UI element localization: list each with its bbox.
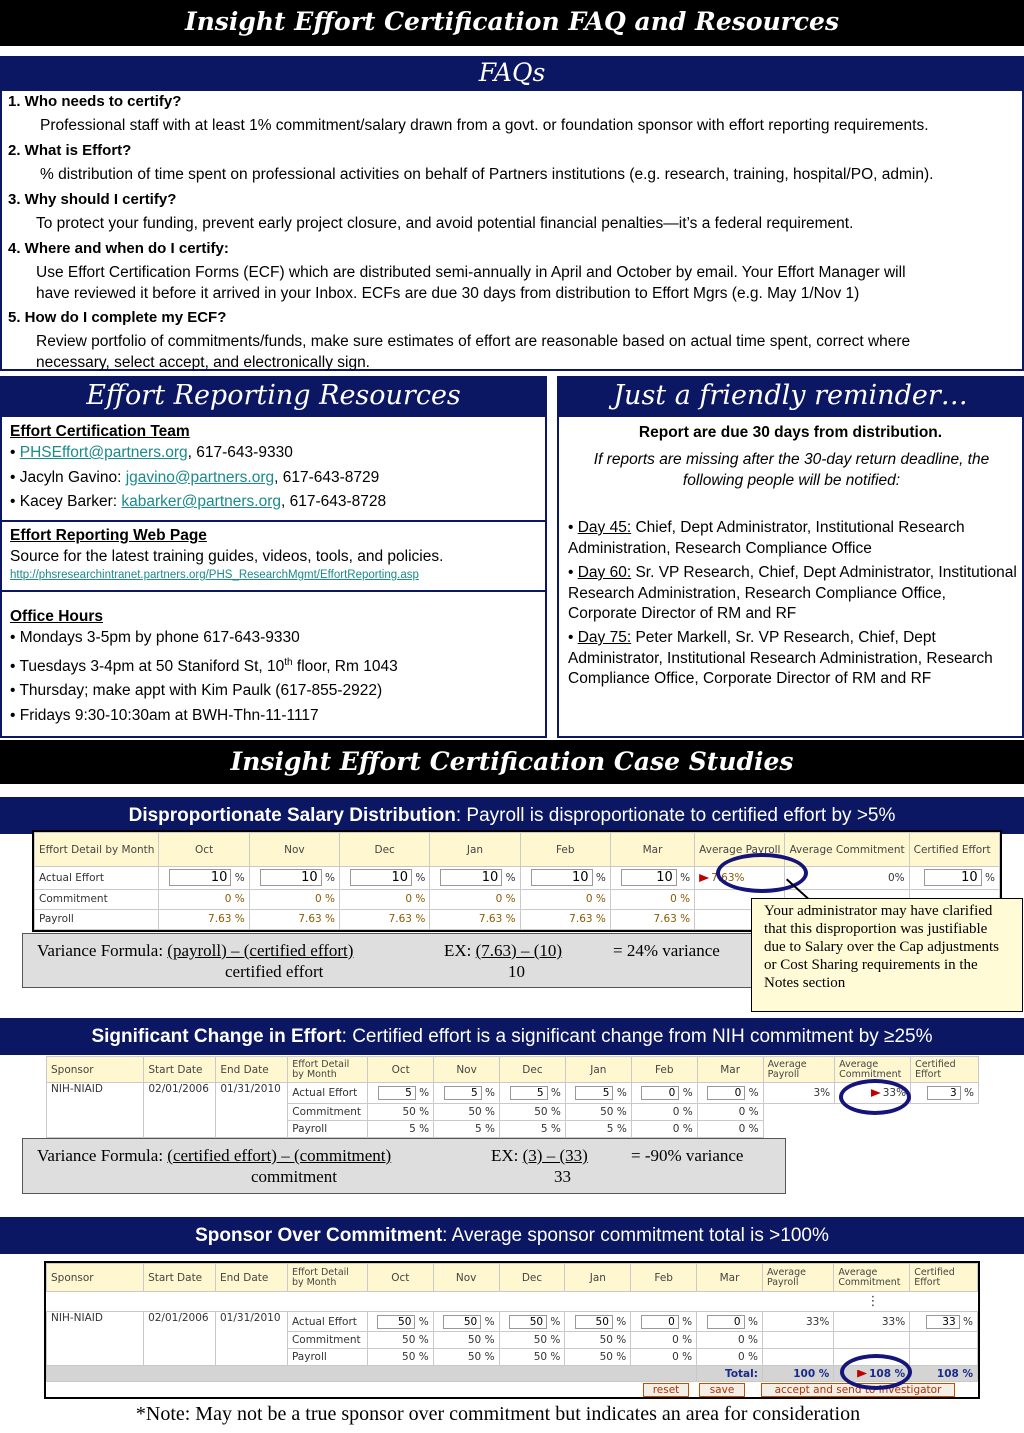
header-cell: Average Payroll (763, 1057, 835, 1083)
flag-icon (699, 874, 709, 882)
day75-text: Peter Markell, Sr. VP Research, Chief, Dept Administrator, Institutional Research Administration, Research Compliance Office, Corporate Director of RM and RF (568, 629, 993, 687)
footnote-text: *Note: May not be a true sponsor over commitment but indicates an area for consideration (135, 1403, 861, 1425)
commitment-cell: 0 % (697, 1332, 763, 1349)
payroll-cell: 50 % (367, 1349, 433, 1366)
case1-formula (22, 933, 782, 988)
header-cell: Feb (520, 833, 610, 867)
pct-sign: % (418, 1315, 429, 1328)
commitment-cell: 0 % (340, 889, 430, 909)
day75-label: Day 75: (577, 629, 632, 646)
header-cell: Effort Detail by Month (35, 833, 159, 867)
pct-sign: % (505, 872, 516, 885)
payroll-cell: 50 % (499, 1349, 565, 1366)
admin-note-text: Your administrator may have clarified that this disproportion was justifiable due to Salary over the Cap adjustments or Cost Sharing requirements in the Notes section (764, 903, 999, 991)
header-cell: Sponsor (47, 1264, 144, 1292)
case-studies-title: Insight Effort Certification Case Studies (230, 747, 794, 776)
day60-label: Day 60: (577, 564, 632, 581)
team-heading: Effort Certification Team (10, 423, 190, 440)
avg-payroll-value: 33% (762, 1312, 833, 1332)
faq-question-4: 4. Where and when do I certify: (8, 240, 229, 257)
formula-label: Variance Formula: (37, 1146, 168, 1165)
resources-title-bar (0, 376, 547, 416)
day60-text: Sr. VP Research, Chief, Dept Administrator, Institutional Research Administration, Research Compliance Office, Corporate Director of RM and RF (568, 564, 1017, 622)
faq-answer-4-line1: Use Effort Certification Forms (ECF) which are distributed semi-annually in April and October by email. Your Effort Manager will (36, 264, 906, 281)
commitment-cell: 50 % (434, 1103, 500, 1120)
effort-input[interactable]: 5 (575, 1086, 613, 1100)
team-member-2-prefix: • Jacyln Gavino: (10, 468, 126, 486)
accept-send-button[interactable]: accept and send to investigator (761, 1383, 955, 1397)
start-date-cell: 02/01/2006 (144, 1312, 216, 1366)
commitment-cell: 0 % (430, 889, 520, 909)
reminder-box (557, 415, 1024, 738)
team-section (10, 423, 386, 515)
pct-sign: % (964, 1086, 974, 1099)
header-cell: Average Payroll (762, 1264, 833, 1292)
formula-denominator: commitment (251, 1167, 337, 1186)
effort-input[interactable]: 50 (377, 1315, 415, 1329)
pct-sign: % (484, 1315, 495, 1328)
hours-friday: • Fridays 9:30-10:30am at BWH-Thn-11-1117 (10, 706, 319, 724)
pct-sign: % (985, 872, 995, 885)
header-cell: Average Commitment (834, 1264, 910, 1292)
faq-answer-1: Professional staff with at least 1% commitment/salary drawn from a govt. or foundation sponsor with effort reporting requirements. (40, 117, 929, 134)
header-cell: Sponsor (47, 1057, 144, 1083)
faq-question-5: 5. How do I complete my ECF? (8, 309, 227, 326)
example-label: EX: (444, 941, 476, 960)
effort-input[interactable]: 10 (260, 869, 322, 886)
case3-bar (0, 1217, 1024, 1254)
pct-sign: % (419, 1086, 430, 1099)
pct-sign: % (680, 872, 691, 885)
certified-effort-input[interactable]: 10 (924, 869, 982, 886)
effort-input[interactable]: 10 (440, 869, 502, 886)
divider (2, 590, 545, 592)
page-title: Insight Effort Certification FAQ and Resources (184, 7, 840, 36)
pct-sign: % (595, 872, 606, 885)
effort-input[interactable]: 10 (169, 869, 231, 886)
total-commitment: 108 % (869, 1367, 906, 1380)
case2-desc: : Certified effort is a significant change from NIH commitment by ≥25% (341, 1026, 933, 1047)
header-cell: Oct (368, 1057, 434, 1083)
commitment-cell: 0 % (610, 889, 694, 909)
ellipsis-icon: ⋮ (47, 1292, 978, 1312)
header-cell: Feb (631, 1264, 697, 1292)
case3-desc: : Average sponsor commitment total is >100% (442, 1225, 829, 1246)
team-member-2 (10, 466, 386, 491)
payroll-cell: 5 % (434, 1120, 500, 1137)
effort-input[interactable]: 5 (444, 1086, 482, 1100)
formula-line1 (37, 1146, 391, 1166)
resources-title: Effort Reporting Resources (86, 380, 461, 411)
payroll-cell: 0 % (631, 1120, 697, 1137)
effort-input[interactable]: 50 (509, 1315, 547, 1329)
header-cell: Jan (565, 1264, 631, 1292)
pct-sign: % (325, 872, 336, 885)
faq-title: FAQs (478, 58, 546, 87)
header-cell: Jan (430, 833, 520, 867)
pct-sign: % (485, 1086, 496, 1099)
commitment-cell: 50 % (565, 1332, 631, 1349)
header-cell: Nov (434, 1057, 500, 1083)
hours-heading: Office Hours (10, 608, 104, 625)
avg-commitment-value: 0% (785, 867, 909, 889)
faq-question-1: 1. Who needs to certify? (8, 93, 182, 110)
case1-title: Disproportionate Salary Distribution (128, 805, 456, 826)
formula-result: = -90% variance (631, 1146, 744, 1165)
email-link-kabarker[interactable]: kabarker@partners.org (121, 493, 281, 510)
divider (2, 520, 545, 522)
formula-line1 (37, 941, 353, 961)
row-label: Actual Effort (288, 1083, 368, 1103)
case1-desc: : Payroll is disproportionate to certified effort by >5% (455, 805, 896, 826)
header-cell: Start Date (144, 1264, 216, 1292)
row-label: Commitment (287, 1332, 367, 1349)
effort-input[interactable]: 50 (575, 1315, 613, 1329)
reminder-title: Just a friendly reminder… (613, 380, 968, 411)
reminder-day75: • Day 75: Peter Markell, Sr. VP Research, Chief, Dept Administrator, Institutional Research Administration, Research Compliance Office, Corporate Director of RM and RF (568, 629, 993, 687)
case2-title: Significant Change in Effort (91, 1026, 342, 1047)
payroll-cell: 7.63 % (520, 909, 610, 929)
header-cell: Dec (499, 1264, 565, 1292)
payroll-cell: 0 % (631, 1349, 697, 1366)
team-member-1-phone: , 617-643-9330 (187, 444, 293, 461)
payroll-cell: 5 % (500, 1120, 566, 1137)
commitment-cell: 50 % (368, 1103, 434, 1120)
hours-tuesday-b: floor, Rm 1043 (292, 657, 398, 675)
commitment-cell: 50 % (500, 1103, 566, 1120)
pct-sign: % (550, 1086, 561, 1099)
header-cell: Certified Effort (911, 1057, 979, 1083)
payroll-cell: 7.63 % (610, 909, 694, 929)
pct-sign: % (682, 1086, 693, 1099)
header-cell: Dec (500, 1057, 566, 1083)
formula-numerator: (payroll) – (certified effort) (167, 941, 354, 960)
reset-button[interactable]: reset (643, 1383, 689, 1397)
hours-section (10, 608, 398, 728)
team-member-3-phone: , 617-643-8728 (281, 493, 387, 510)
example-denominator: 10 (508, 962, 525, 981)
effort-input[interactable]: 10 (531, 869, 593, 886)
avg-commitment-value: 33% (834, 1312, 910, 1332)
page-header (0, 0, 1024, 46)
faq-answer-3: To protect your funding, prevent early project closure, and avoid potential financial penalties—it’s a federal requirement. (36, 215, 854, 232)
payroll-cell: 7.63 % (249, 909, 339, 929)
web-section (10, 527, 443, 581)
example-line1 (444, 941, 562, 961)
team-member-3 (10, 490, 386, 515)
footnote (0, 1403, 996, 1426)
formula-denominator: certified effort (225, 962, 324, 981)
case3-title: Sponsor Over Commitment (195, 1225, 443, 1246)
header-cell: Certified Effort (910, 1264, 978, 1292)
pct-sign: % (748, 1086, 759, 1099)
reminder-italic: If reports are missing after the 30-day return deadline, the following people will be notified: (593, 451, 990, 489)
effort-input[interactable]: 50 (443, 1315, 481, 1329)
commitment-cell: 0 % (249, 889, 339, 909)
header-cell: Mar (697, 1057, 763, 1083)
faq-answer-2: % distribution of time spent on professional activities on behalf of Partners institutions (e.g. research, training, hospital/PO, admin). (40, 166, 934, 183)
hours-tuesday (10, 651, 398, 680)
reminder-title-bar (557, 376, 1024, 416)
pct-sign: % (415, 872, 426, 885)
example-denominator: 33 (554, 1167, 571, 1186)
header-cell: Certified Effort (909, 833, 999, 867)
faq-question-2: 2. What is Effort? (8, 142, 132, 159)
email-link-phseffort[interactable]: PHSEffort@partners.org (19, 444, 188, 461)
hours-thursday: • Thursday; make appt with Kim Paulk (617-855-2922) (10, 682, 383, 700)
team-member-1 (10, 441, 386, 466)
pct-sign: % (963, 1315, 973, 1328)
formula-result: = 24% variance (613, 941, 720, 960)
commitment-cell: 50 % (433, 1332, 499, 1349)
sponsor-cell: NIH-NIAID (47, 1312, 144, 1366)
hours-tuesday-sup: th (284, 656, 293, 668)
pct-sign: % (682, 1315, 693, 1328)
payroll-cell: 5 % (368, 1120, 434, 1137)
pct-sign: % (616, 1086, 627, 1099)
payroll-cell: 7.63 % (340, 909, 430, 929)
reminder-day60: • Day 60: Sr. VP Research, Chief, Dept Administrator, Institutional Research Administration, Research Compliance Office, Corporate Director of RM and RF (568, 564, 1017, 622)
payroll-cell: 0 % (697, 1120, 763, 1137)
total-row (47, 1366, 978, 1382)
team-member-2-phone: , 617-643-8729 (274, 468, 380, 486)
commitment-cell: 0 % (520, 889, 610, 909)
sponsor-cell: NIH-NIAID (47, 1083, 144, 1138)
end-date-cell: 01/31/2010 (216, 1083, 288, 1138)
payroll-cell: 50 % (565, 1349, 631, 1366)
row-label: Commitment (288, 1103, 368, 1120)
day45-label: Day 45: (577, 519, 632, 536)
admin-note (751, 898, 1023, 1012)
highlight-circle (840, 1354, 912, 1390)
example-label: EX: (491, 1146, 523, 1165)
total-label: Total: (697, 1366, 763, 1382)
formula-numerator: (certified effort) – (commitment) (167, 1146, 392, 1165)
web-url-link[interactable]: http://phsresearchintranet.partners.org/PHS_ResearchMgmt/EffortReporting.asp (10, 569, 419, 581)
total-payroll: 100 % (762, 1366, 833, 1382)
header-cell: Oct (367, 1264, 433, 1292)
header-cell: Nov (249, 833, 339, 867)
commitment-cell: 50 % (565, 1103, 631, 1120)
case2-bar (0, 1018, 1024, 1055)
effort-input[interactable]: 10 (621, 869, 677, 886)
header-cell: Average Commitment (785, 833, 909, 867)
formula-label: Variance Formula: (37, 941, 168, 960)
case3-table (46, 1263, 978, 1382)
faq-question-3: 3. Why should I certify? (8, 191, 177, 208)
pct-sign: % (616, 1315, 627, 1328)
save-button[interactable]: save (699, 1383, 745, 1397)
case3-table-wrap (44, 1261, 980, 1399)
faq-title-bar (0, 56, 1024, 90)
header-cell: Effort Detail by Month (288, 1057, 368, 1083)
commitment-cell: 0 % (159, 889, 249, 909)
pct-sign: % (550, 1315, 561, 1328)
commitment-cell: 50 % (367, 1332, 433, 1349)
hours-monday: • Mondays 3-5pm by phone 617-643-9330 (10, 629, 300, 646)
row-label: Actual Effort (35, 867, 159, 889)
example-line1 (491, 1146, 588, 1166)
start-date-cell: 02/01/2006 (144, 1083, 216, 1138)
example-numerator: (3) – (33) (522, 1146, 588, 1165)
effort-input[interactable]: 10 (350, 869, 412, 886)
row-label: Payroll (35, 909, 159, 929)
certified-effort-input[interactable]: 3 (927, 1086, 961, 1100)
team-member-3-prefix: • Kacey Barker: (10, 493, 122, 510)
effort-input[interactable]: 0 (707, 1315, 745, 1329)
commitment-cell: 0 % (631, 1332, 697, 1349)
faq-answer-5-line1: Review portfolio of commitments/funds, make sure estimates of effort are reasonable based on actual time spent, correct where (36, 333, 911, 350)
certified-effort-input[interactable]: 33 (926, 1315, 960, 1329)
team-member-1-prefix: • (10, 444, 20, 461)
day45-text: Chief, Dept Administrator, Institutional Research Administration, Research Compliance Office (568, 519, 965, 557)
avg-payroll-value: 3% (763, 1083, 835, 1103)
header-cell: Effort Detail by Month (287, 1264, 367, 1292)
case2-formula (22, 1138, 786, 1194)
payroll-cell: 0 % (697, 1349, 763, 1366)
avg-commitment-value: 33% (882, 1086, 907, 1099)
web-heading: Effort Reporting Web Page (10, 527, 207, 544)
commitment-cell: 0 % (697, 1103, 763, 1120)
faq-box (0, 89, 1024, 371)
avg-payroll-value: 7.63% (711, 871, 745, 884)
effort-input[interactable]: 0 (641, 1315, 679, 1329)
header-cell: Start Date (144, 1057, 216, 1083)
header-cell: Mar (697, 1264, 763, 1292)
end-date-cell: 01/31/2010 (216, 1312, 288, 1366)
row-label: Payroll (288, 1120, 368, 1137)
payroll-cell: 5 % (565, 1120, 631, 1137)
row-label: Commitment (35, 889, 159, 909)
reminder-bold: Report are due 30 days from distribution. (638, 424, 943, 441)
faq-answer-4-line2: have reviewed it before it arrived in your Inbox. ECFs are due 30 days from distribution to Effort Mgrs (e.g. May 1/Nov 1) (36, 285, 860, 302)
commitment-cell: 0 % (631, 1103, 697, 1120)
highlight-circle (839, 1079, 911, 1115)
row-label: Actual Effort (287, 1312, 367, 1332)
header-cell: Nov (433, 1264, 499, 1292)
header-cell: Mar (610, 833, 694, 867)
header-cell: Average Commitment (835, 1057, 911, 1083)
faq-answer-5-line2: necessary, select accept, and electronically sign. (36, 354, 370, 371)
pct-sign: % (747, 1315, 758, 1328)
header-cell: Oct (159, 833, 249, 867)
case-studies-header (0, 740, 1024, 784)
effort-input[interactable]: 5 (510, 1086, 548, 1100)
commitment-cell: 50 % (499, 1332, 565, 1349)
header-cell: End Date (216, 1057, 288, 1083)
header-cell: Feb (631, 1057, 697, 1083)
effort-input[interactable]: 5 (378, 1086, 416, 1100)
web-text: Source for the latest training guides, videos, tools, and policies. (10, 548, 444, 565)
resources-box (0, 415, 547, 738)
effort-input[interactable]: 0 (641, 1086, 679, 1100)
payroll-cell: 7.63 % (430, 909, 520, 929)
header-cell: End Date (216, 1264, 288, 1292)
email-link-jgavino[interactable]: jgavino@partners.org (125, 468, 275, 486)
payroll-cell: 7.63 % (159, 909, 249, 929)
reminder-day45: • Day 45: Chief, Dept Administrator, Institutional Research Administration, Research Compliance Office (568, 519, 965, 557)
header-cell: Dec (340, 833, 430, 867)
total-certified: 108 % (910, 1366, 978, 1382)
header-cell: Jan (565, 1057, 631, 1083)
payroll-cell: 50 % (433, 1349, 499, 1366)
header-cell: Average Payroll (695, 833, 785, 867)
case1-bar (0, 797, 1024, 834)
row-label: Payroll (287, 1349, 367, 1366)
hours-tuesday-a: • Tuesdays 3-4pm at 50 Staniford St, 10 (10, 657, 285, 675)
pct-sign: % (234, 872, 245, 885)
example-numerator: (7.63) – (10) (475, 941, 563, 960)
effort-input[interactable]: 0 (707, 1086, 745, 1100)
